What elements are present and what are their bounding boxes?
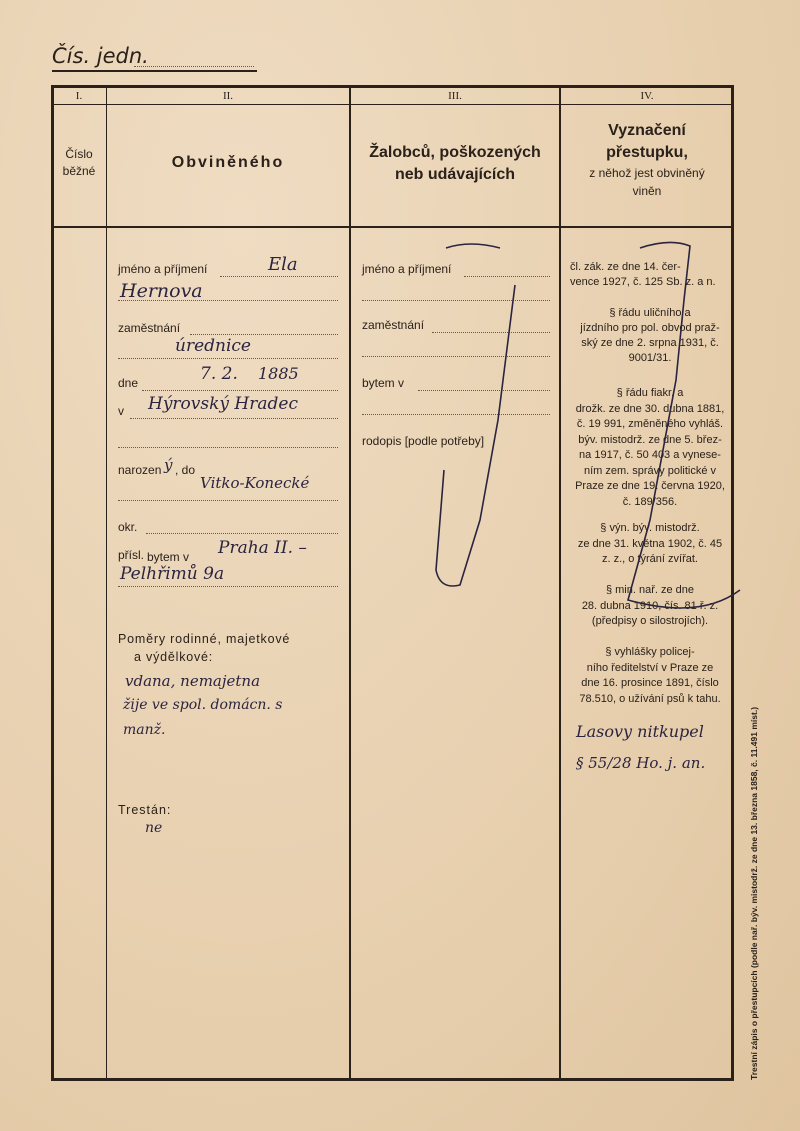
- cis-jedn-label: Čís. jedn.: [52, 44, 149, 68]
- dotline: [432, 332, 550, 333]
- dotline: [118, 500, 338, 501]
- accused-district-label: okr.: [118, 520, 138, 534]
- dotline: [418, 390, 550, 391]
- offence-1-line: čl. zák. ze dne 14. čer-: [570, 261, 681, 273]
- col1-header-line1: Číslo: [65, 147, 93, 161]
- col4-header: [561, 120, 733, 200]
- dotline: [118, 586, 338, 587]
- col-number-1: I.: [75, 90, 83, 102]
- col2-header: Obviněného: [171, 154, 285, 171]
- col4-header-line2: přestupku,: [606, 144, 688, 161]
- accused-do-label: , do: [175, 463, 196, 477]
- col-number-4: IV.: [640, 90, 654, 102]
- dotline: [142, 390, 338, 391]
- offence-4-line: § výn. býv. mistodrž.: [600, 522, 700, 534]
- dotline: [464, 276, 550, 277]
- accused-prisl-hand: Praha II. –: [218, 538, 307, 558]
- offence-block-1: [570, 260, 730, 290]
- accused-circ-label2: a výdělkové:: [134, 650, 214, 664]
- offence-block-3: [570, 386, 730, 510]
- dotline: [362, 414, 550, 415]
- col-divider-1: [106, 87, 107, 1079]
- accused-circ-label1: Poměry rodinné, majetkové: [118, 632, 291, 646]
- accuser-address-label: bytem v: [362, 376, 405, 390]
- cis-jedn-dotline: [134, 66, 254, 67]
- col-number-3: III.: [448, 90, 462, 102]
- offence-6-line: 78.510, o užívání psů k tahu.: [579, 692, 721, 705]
- offence-5-line: (předpisy o silostrojích).: [591, 615, 709, 627]
- offence-3-line: č. 189/356.: [622, 495, 678, 508]
- header-roman-rule: [52, 104, 733, 105]
- accused-job-label: zaměstnání: [118, 321, 181, 335]
- accused-bytem-label: bytem v: [147, 550, 190, 564]
- dotline: [190, 334, 338, 335]
- accused-name-hand2: Hernova: [120, 280, 203, 302]
- col1-header: [52, 146, 106, 180]
- accused-name-label: jméno a příjmení: [118, 262, 208, 276]
- col3-header-line2: neb udávajících: [394, 166, 516, 183]
- col-number-2: II.: [222, 90, 234, 102]
- col3-header-line1: Žalobců, poškozených: [369, 144, 541, 161]
- side-print: Trestní zápis o přestupcích (podle nař. býv. mistodrž. ze dne 13. března 1858, č. 11.491 míst.): [749, 706, 759, 1080]
- dotline: [220, 276, 338, 277]
- offence-block-5: [570, 583, 730, 630]
- offence-block-6: [570, 645, 730, 707]
- col4-header-line1: Vyznačení: [608, 122, 686, 139]
- accuser-rodopis-label: rodopis [podle potřeby]: [362, 434, 485, 448]
- offence-hand-1: Lasovy nitkupel: [576, 722, 704, 741]
- offence-4-line: ze dne 31. května 1902, č. 45: [577, 537, 723, 550]
- accuser-name-label: jméno a příjmení: [362, 262, 452, 276]
- offence-3-line: na 1917, č. 50 403 a vynese-: [579, 449, 721, 461]
- offence-6-line: dne 16. prosince 1891, číslo: [581, 677, 719, 689]
- offence-4-line: z. z., o týrání zvířat.: [602, 553, 698, 565]
- accused-job-hand: úrednice: [175, 336, 251, 356]
- accused-punished-label: Trestán:: [118, 803, 172, 817]
- accused-circ-hand3: manž.: [123, 722, 166, 738]
- col4-header-line3: z něhož jest obviněný: [589, 166, 705, 180]
- offence-5-line: 28. dubna 1910, čís. 81 ř. z.: [581, 599, 719, 612]
- col4-header-line4: viněn: [632, 184, 662, 198]
- accused-born-label: narozen: [118, 463, 162, 477]
- offence-2-line: 9001/31.: [628, 352, 672, 364]
- accuser-job-label: zaměstnání: [362, 318, 425, 332]
- offence-3-line: č. 19 991, změněného vyhláš.: [576, 418, 724, 430]
- offence-3-line: ním zem. správy politické v: [583, 464, 717, 477]
- offence-6-line: § vyhlášky policej-: [605, 646, 695, 658]
- dotline: [146, 533, 338, 534]
- accused-punished-hand: ne: [145, 820, 163, 836]
- dotline: [362, 356, 550, 357]
- accused-date-label: dne: [118, 376, 139, 390]
- offence-hand-2: § 55/28 Ho. j. an.: [576, 754, 706, 772]
- accused-place-hand: Hýrovský Hradec: [148, 394, 298, 414]
- offence-2-line: § řádu uličního a: [609, 307, 691, 319]
- header-bottom-rule: [52, 226, 733, 228]
- offence-3-line: § řádu fiakr. a: [616, 387, 684, 399]
- offence-5-line: § min. nař. ze dne: [605, 584, 695, 596]
- offence-3-line: drožk. ze dne 30. dubna 1881,: [575, 402, 725, 415]
- col1-header-line2: běžné: [62, 164, 96, 178]
- offence-block-2: [570, 306, 730, 366]
- accused-year-hand: 1885: [258, 364, 299, 383]
- offence-3-line: býv. mistodrž. ze dne 5. břez-: [578, 433, 722, 446]
- accused-prisl-label: přísl.: [118, 548, 145, 562]
- dotline: [130, 418, 338, 419]
- offence-3-line: Praze ze dne 19. června 1920,: [575, 480, 725, 492]
- offence-2-line: jízdního pro pol. obvod praž-: [580, 322, 720, 334]
- dotline: [118, 447, 338, 448]
- offence-6-line: ního ředitelství v Praze ze: [586, 661, 714, 674]
- offence-block-4: [570, 521, 730, 568]
- accused-do-place-hand: Vitko-Konecké: [200, 474, 310, 492]
- accused-place-label: v: [118, 404, 124, 418]
- dotline: [118, 300, 338, 301]
- offence-2-line: ský ze dne 2. srpna 1931, č.: [581, 337, 719, 349]
- col-divider-3: [559, 87, 561, 1079]
- cis-jedn-underline: [52, 70, 257, 72]
- col3-header: [351, 142, 559, 186]
- dotline: [362, 300, 550, 301]
- offence-1-line: vence 1927, č. 125 Sb. z. a n.: [570, 276, 716, 288]
- accused-born-mark: ý: [164, 456, 173, 474]
- accused-circ-hand1: vdana, nemajetna: [125, 672, 261, 690]
- col-divider-2: [349, 87, 351, 1079]
- dotline: [118, 358, 338, 359]
- accused-name-hand1: Ela: [268, 254, 298, 275]
- accused-date-hand: 7. 2.: [200, 364, 238, 384]
- accused-circ-hand2: žije ve spol. domácn. s: [123, 697, 283, 713]
- accused-address-hand: Pelhřimů 9a: [120, 564, 225, 584]
